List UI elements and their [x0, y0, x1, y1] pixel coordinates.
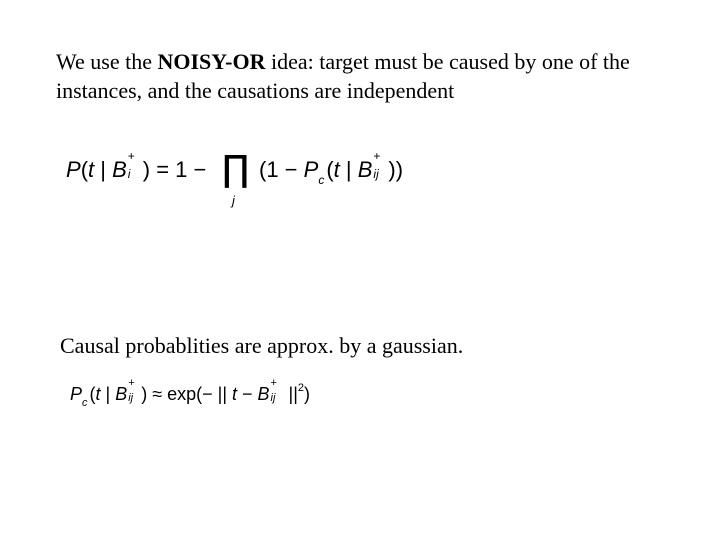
formula2-norm: ||: [283, 384, 298, 404]
formula2-sub-ij2: ij: [270, 392, 276, 404]
formula2-open: (: [89, 384, 96, 404]
formula2-square: 2: [297, 382, 305, 394]
formula2-B: B: [115, 384, 128, 404]
formula1-open: (: [80, 157, 89, 182]
formula1-bar2: |: [339, 157, 358, 182]
formula1-Pc: P: [303, 157, 319, 182]
formula1-B2: B: [357, 157, 373, 182]
formula1-t2: t: [333, 157, 340, 182]
formula2-sup-plus: +: [128, 377, 135, 389]
product-symbol: ∏: [222, 149, 250, 190]
formula1-sub-i: i: [127, 167, 131, 181]
intro-paragraph: [56, 47, 696, 105]
intro-noisy-or: NOISY-OR: [157, 49, 266, 74]
formula2-sub-ij: ij: [128, 392, 134, 404]
formula2-P: P: [70, 384, 83, 404]
formula2-sub-c: c: [82, 397, 88, 409]
formula1-B2-scripts: [372, 149, 388, 181]
formula1-P: P: [66, 157, 81, 182]
intro-suffix: idea: target must be caused by one of the instances, and the causations are independent: [56, 49, 630, 103]
formula2-t: t: [95, 384, 101, 404]
formula2-B2: B: [257, 384, 270, 404]
formula1-sub-c: c: [318, 173, 325, 187]
causal-text: Causal probablities are approx. by a gaussian.: [60, 333, 464, 358]
formula2-B-scripts: [127, 377, 141, 404]
formula2-close: ): [304, 384, 311, 404]
formula1-open3: (: [326, 157, 334, 182]
formula1-B: B: [112, 157, 127, 182]
product-operator: [219, 149, 259, 215]
formula1-bar: |: [94, 157, 113, 182]
formula1-open2: (1 −: [259, 157, 304, 182]
formula1-sup-plus: +: [127, 149, 135, 163]
formula2-B2-scripts: [270, 377, 284, 404]
formula2-t2: t: [232, 384, 238, 404]
formula1-close2: )): [388, 157, 404, 182]
formula2-minus: −: [237, 384, 258, 404]
noisy-or-formula-lhs: [66, 149, 207, 183]
formula1-sub-ij: ij: [373, 167, 379, 181]
intro-prefix: We use the: [56, 49, 158, 74]
formula2-approx: ) ≈ exp(− ||: [141, 384, 232, 404]
gaussian-formula-row: [70, 377, 311, 409]
formula1-B-scripts: [127, 149, 143, 181]
formula2-sup-plus2: +: [270, 377, 277, 389]
formula1-close-eq: ) = 1 −: [142, 157, 207, 182]
noisy-or-formula-rhs: [259, 149, 404, 187]
formula1-t: t: [88, 157, 95, 182]
product-index: j: [232, 193, 235, 208]
formula1-sup-plus2: +: [373, 149, 381, 163]
formula2-bar: |: [100, 384, 116, 404]
